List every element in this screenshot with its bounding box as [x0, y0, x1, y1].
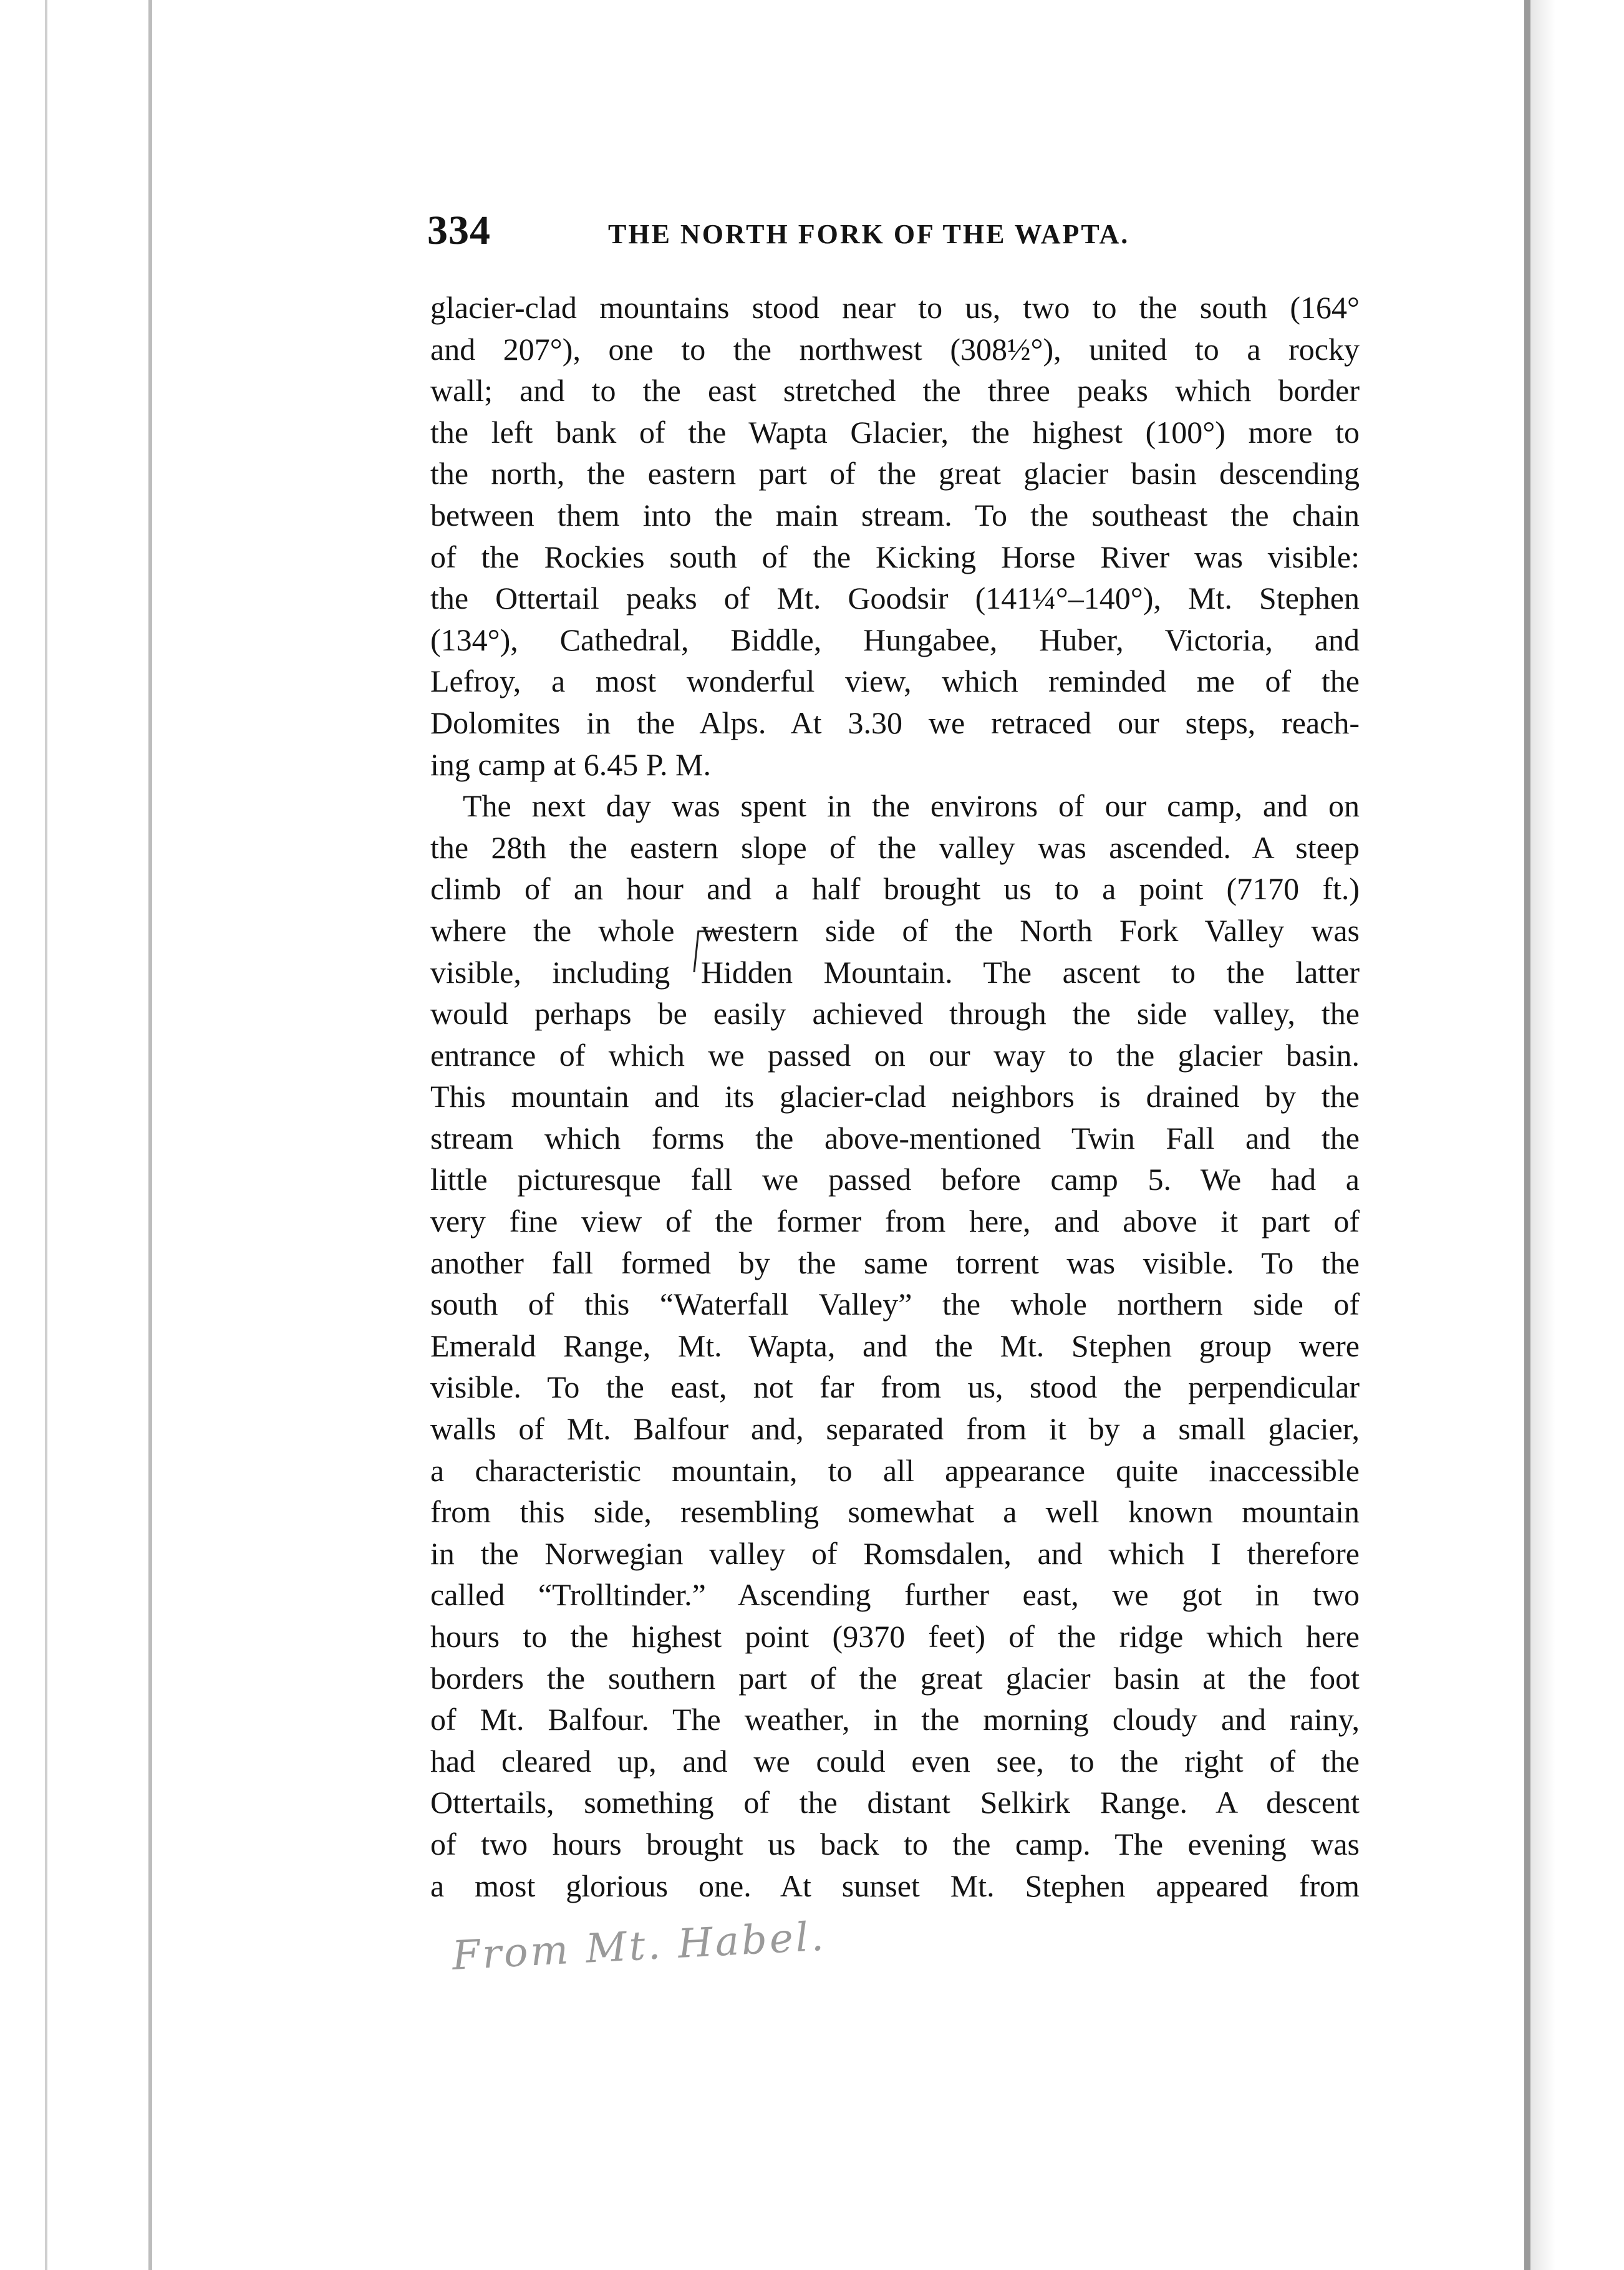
body-text	[430, 287, 1360, 1906]
text-line: climb of an hour and a half brought us to a point (7170 ft.)	[430, 871, 1360, 907]
running-head	[427, 207, 1366, 257]
text-line: borders the southern part of the great glacier basin at the foot	[430, 1660, 1360, 1696]
text-line: another fall formed by the same torrent was visible. To the	[430, 1245, 1360, 1280]
text-line: a most glorious one. At sunset Mt. Stephen appeared from	[430, 1868, 1360, 1903]
running-title: THE NORTH FORK OF THE WAPTA.	[608, 219, 1130, 249]
text-line: wall; and to the east stretched the three peaks which border	[430, 373, 1360, 408]
paragraph-start-line: The next day was spent in the environs of our camp, and on	[463, 788, 1360, 824]
text-line: stream which forms the above-mentioned Twin Fall and the	[430, 1120, 1360, 1156]
page-number: 334	[427, 208, 491, 253]
text-line: a characteristic mountain, to all appearance quite inaccessible	[430, 1452, 1360, 1488]
text-line: had cleared up, and we could even see, to the right of the	[430, 1743, 1360, 1779]
handwritten-annotation: From Mt. Habel.	[451, 1913, 828, 1979]
text-line: called “Trolltinder.” Ascending further east, we got in two	[430, 1577, 1360, 1613]
text-line: Ottertails, something of the distant Selkirk Range. A descent	[430, 1785, 1360, 1820]
text-line: and 207°), one to the northwest (308½°), united to a rocky	[430, 331, 1360, 367]
text-line: entrance of which we passed on our way to the glacier basin.	[430, 1037, 1360, 1073]
scan-edge-right	[1524, 0, 1530, 2270]
text-line: walls of Mt. Balfour and, separated from it by a small glacier,	[430, 1411, 1360, 1447]
text-line: hours to the highest point (9370 feet) of the ridge which here	[430, 1619, 1360, 1654]
text-line: (134°), Cathedral, Biddle, Hungabee, Huber, Victoria, and	[430, 622, 1360, 657]
scan-edge-gutter	[148, 0, 152, 2270]
text-line: Dolomites in the Alps. At 3.30 we retraced our steps, reach-	[430, 705, 1360, 740]
insertion-mark	[693, 930, 723, 972]
text-line: the north, the eastern part of the great glacier basin descending	[430, 456, 1360, 491]
text-line: south of this “Waterfall Valley” the whole northern side of	[430, 1287, 1360, 1322]
text-line: visible. To the east, not far from us, stood the perpendicular	[430, 1369, 1360, 1405]
text-line: the left bank of the Wapta Glacier, the highest (100°) more to	[430, 414, 1360, 450]
text-line: where the whole western side of the North Fork Valley was	[430, 912, 1360, 948]
text-line: little picturesque fall we passed before camp 5. We had a	[430, 1162, 1360, 1197]
scan-edge-outer	[45, 0, 47, 2270]
text-line: the 28th the eastern slope of the valley was ascended. A steep	[430, 829, 1360, 865]
text-line: Lefroy, a most wonderful view, which reminded me of the	[430, 664, 1360, 699]
text-line: Emerald Range, Mt. Wapta, and the Mt. Stephen group were	[430, 1328, 1360, 1363]
text-line: between them into the main stream. To the southeast the chain	[430, 497, 1360, 533]
text-line: very fine view of the former from here, and above it part of	[430, 1204, 1360, 1239]
text-line: in the Norwegian valley of Romsdalen, and which I therefore	[430, 1535, 1360, 1571]
text-line: glacier-clad mountains stood near to us, two to the south (164°	[430, 290, 1360, 325]
text-line: would perhaps be easily achieved through the side valley, the	[430, 996, 1360, 1031]
text-line: from this side, resembling somewhat a well known mountain	[430, 1494, 1360, 1530]
text-line: visible, including Hidden Mountain. The ascent to the latter	[430, 954, 1360, 990]
text-line: of Mt. Balfour. The weather, in the morning cloudy and rainy,	[430, 1702, 1360, 1737]
text-line: of the Rockies south of the Kicking Horse River was visible:	[430, 539, 1360, 574]
text-line: of two hours brought us back to the camp. The evening was	[430, 1826, 1360, 1862]
text-line: the Ottertail peaks of Mt. Goodsir (141¼°–140°), Mt. Stephen	[430, 581, 1360, 616]
text-line: This mountain and its glacier-clad neighbors is drained by the	[430, 1079, 1360, 1114]
scan-shadow	[1530, 0, 1555, 2270]
text-line: ing camp at 6.45 P. M.	[430, 746, 711, 782]
